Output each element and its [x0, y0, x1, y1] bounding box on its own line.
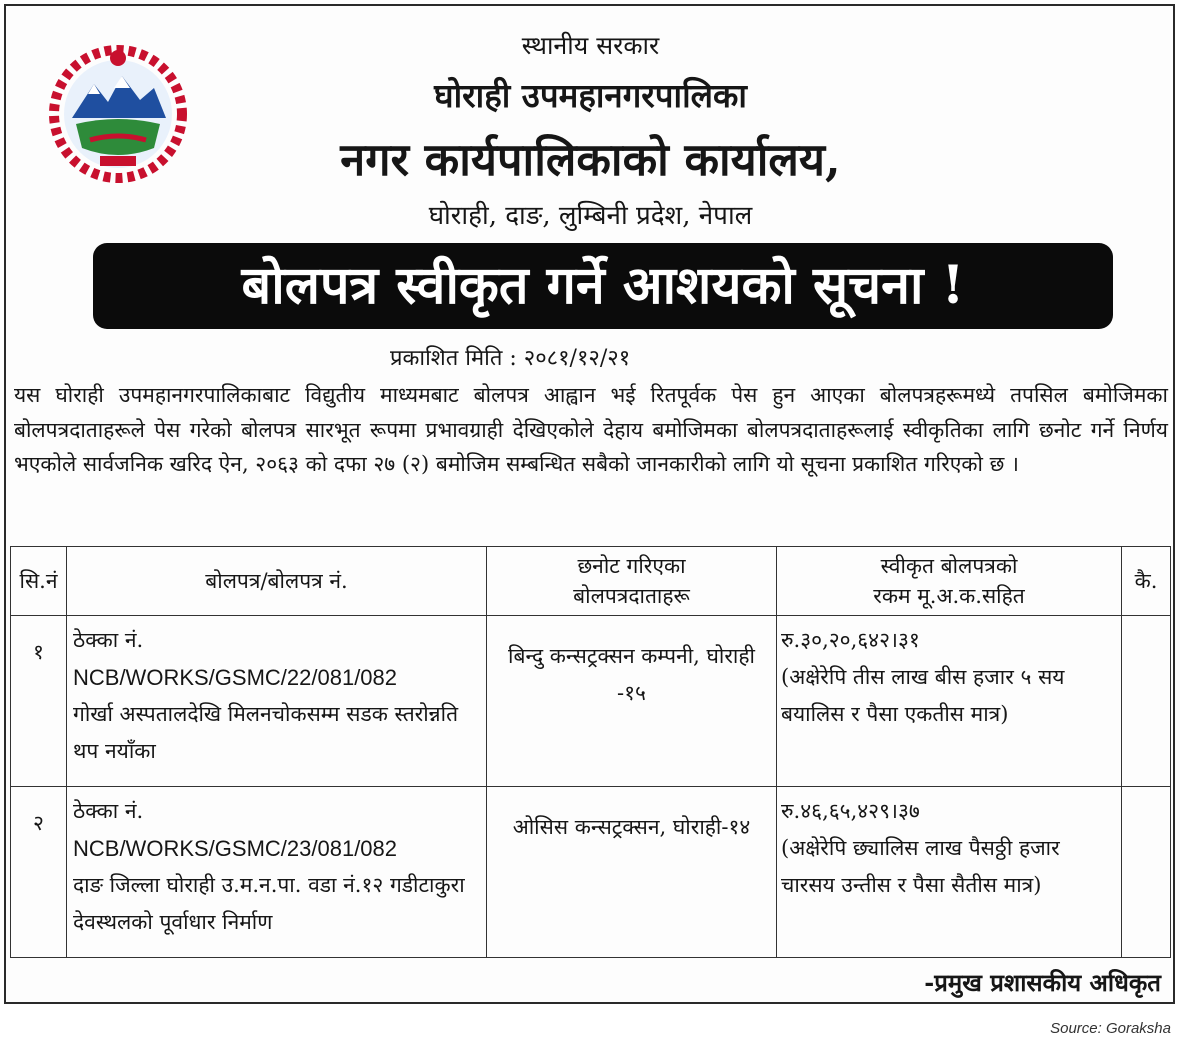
row-sn: १	[11, 616, 67, 787]
table-row	[11, 787, 1171, 958]
row-remarks	[1122, 616, 1171, 787]
table-header-row	[11, 547, 1171, 616]
header-office: नगर कार्यपालिकाको कार्यालय,	[340, 133, 841, 186]
contract-label: ठेक्का नं.	[73, 799, 144, 823]
header-amount-line1: स्वीकृत बोलपत्रको	[880, 554, 1018, 578]
awards-table	[10, 546, 1171, 958]
source-credit: Source: Goraksha	[1050, 1020, 1171, 1037]
contract-number: NCB/WORKS/GSMC/23/081/082	[73, 836, 398, 861]
header-sn: सि.नं	[11, 547, 67, 616]
contract-description: दाङ जिल्ला घोराही उ.म.न.पा. वडा नं.१२ गडीटाकुरा देवस्थलको पूर्वाधार निर्माण	[73, 873, 465, 934]
row-bidder: ओसिस कन्सट्रक्सन, घोराही-१४	[487, 787, 777, 958]
header-bidder-line2: बोलपत्रदाताहरू	[573, 584, 690, 608]
row-amount	[777, 787, 1122, 958]
table-row	[11, 616, 1171, 787]
header-bidder	[487, 547, 777, 616]
notice-title-banner: बोलपत्र स्वीकृत गर्ने आशयको सूचना !	[93, 243, 1113, 329]
signature-chief-administrative-officer: -प्रमुख प्रशासकीय अधिकृत	[924, 968, 1161, 997]
amount-figure: रु.४६,६५,४२९।३७	[781, 799, 920, 823]
amount-words: (अक्षेरेपि तीस लाख बीस हजार ५ सय बयालिस र पैसा एकतीस मात्र)	[781, 665, 1065, 726]
row-bidder: बिन्दु कन्सट्रक्सन कम्पनी, घोराही -१५	[487, 616, 777, 787]
amount-figure: रु.३०,२०,६४२।३१	[781, 628, 920, 652]
contract-number: NCB/WORKS/GSMC/22/081/082	[73, 665, 398, 690]
header-address: घोराही, दाङ, लुम्बिनी प्रदेश, नेपाल	[428, 201, 753, 231]
amount-words: (अक्षेरेपि छ्यालिस लाख पैसठ्ठी हजार चारसय उन्तीस र पैसा सैतीस मात्र)	[781, 836, 1060, 897]
contract-description: गोर्खा अस्पतालदेखि मिलनचोकसम्म सडक स्तरोन्नति थप नयाँका	[73, 702, 459, 763]
row-remarks	[1122, 787, 1171, 958]
notice-paragraph: यस घोराही उपमहानगरपालिकाबाट विद्युतीय माध्यमबाट बोलपत्र आह्वान भई रितपूर्वक पेस हुन आएका बोलपत्रहरूमध्ये तपसिल बमोजिमका बोलपत्रदाताहरूले पेस गरेको बोलपत्र सारभूत रूपमा प्रभावग्राही देखिएकोले देहाय बमोजिमका बोलपत्रदाताहरूलाई स्वीकृतिका लागि छनोट गर्ने निर्णय भएकोले सार्वजनिक खरिद ऐन, २०६३ को दफा २७ (२) बमोजिम सम्बन्धित सबैको जानकारीको लागि यो सूचना प्रकाशित गरिएको छ ।	[14, 383, 1168, 476]
header-municipality: घोराही उपमहानगरपालिका	[434, 76, 747, 115]
row-bid	[67, 787, 487, 958]
row-bid	[67, 616, 487, 787]
header-local-government: स्थानीय सरकार	[521, 31, 660, 60]
header-bidder-line1: छनोट गरिएका	[577, 554, 686, 578]
row-amount	[777, 616, 1122, 787]
header-amount-line2: रकम मू.अ.क.सहित	[873, 584, 1025, 608]
published-date: प्रकाशित मिति : २०८१/१२/२१	[390, 346, 631, 371]
header-bid: बोलपत्र/बोलपत्र नं.	[67, 547, 487, 616]
header-amount	[777, 547, 1122, 616]
header-remarks: कै.	[1122, 547, 1171, 616]
row-sn: २	[11, 787, 67, 958]
contract-label: ठेक्का नं.	[73, 628, 144, 652]
